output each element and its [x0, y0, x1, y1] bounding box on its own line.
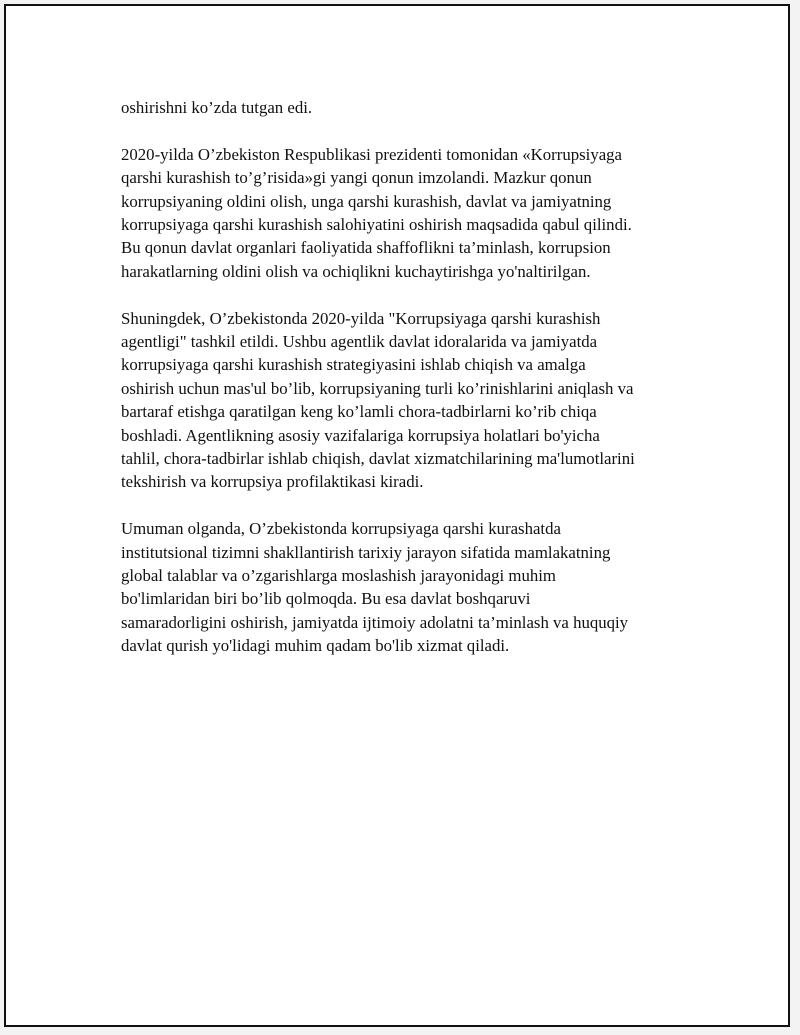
paragraph-spacer [121, 119, 691, 142]
paragraph-conclusion: Umuman olganda, O’zbekistonda korrupsiyaga qarshi kurashatda institutsional tizimni shakllantirish tarixiy jarayon sifatida mamlakatning global talablar va o’zgarishlarga moslashish jarayonidagi muhim bo'limlaridan biri bo’lib qolmoqda. Bu esa davlat boshqaruvi samaradorligini oshirish, jamiyatda ijtimoiy adolatni ta’minlash va huquqiy davlat qurish yo'lidagi muhim qadam bo'lib xizmat qiladi. [121, 519, 629, 656]
paragraph-anti-corruption-agency: Shuningdek, O’zbekistonda 2020-yilda "Korrupsiyaga qarshi kurashish agentligi" tashkil etildi. Ushbu agentlik davlat idoralarida va jamiyatda korrupsiyaga qarshi kurashish strategiyasini ishlab chiqish va amalga oshirish uchun mas'ul bo’lib, korrupsiyaning turli ko’rinishlarini aniqlash va bartaraf etishga qaratilgan keng ko’lamli chora-tadbirlarni ko’rib chiqa boshladi. Agentlikning asosiy vazifalariga korrupsiya holatlari bo'yicha tahlil, chora-tadbirlar ishlab chiqish, davlat xizmatchilarining ma'lumotlarini tekshirish va korrupsiya profilaktikasi kiradi. [121, 308, 635, 492]
paragraph-continuation: oshirishni ko’zda tutgan edi. [121, 98, 313, 117]
paragraph-anti-corruption-law: 2020-yilda O’zbekiston Respublikasi prezidenti tomonidan «Korrupsiyaga qarshi kurashish to’g’risida»gi yangi qonun imzolandi. Mazkur qonun korrupsiyaning oldini olish, unga qarshi kurashish, davlat va jamiyatning korrupsiyaga qarshi kurashish salohiyatini oshirish maqsadida qabul qilindi. Bu qonun davlat organlari faoliyatida shaffoflikni ta’minlash, korrupsion harakatlarning oldini olish va ochiqlikni kuchaytirishga yo'naltirilgan. [121, 144, 632, 281]
document-body [121, 96, 691, 658]
document-page [4, 4, 790, 1027]
paragraph-spacer [121, 494, 691, 517]
paragraph-spacer [121, 283, 691, 306]
